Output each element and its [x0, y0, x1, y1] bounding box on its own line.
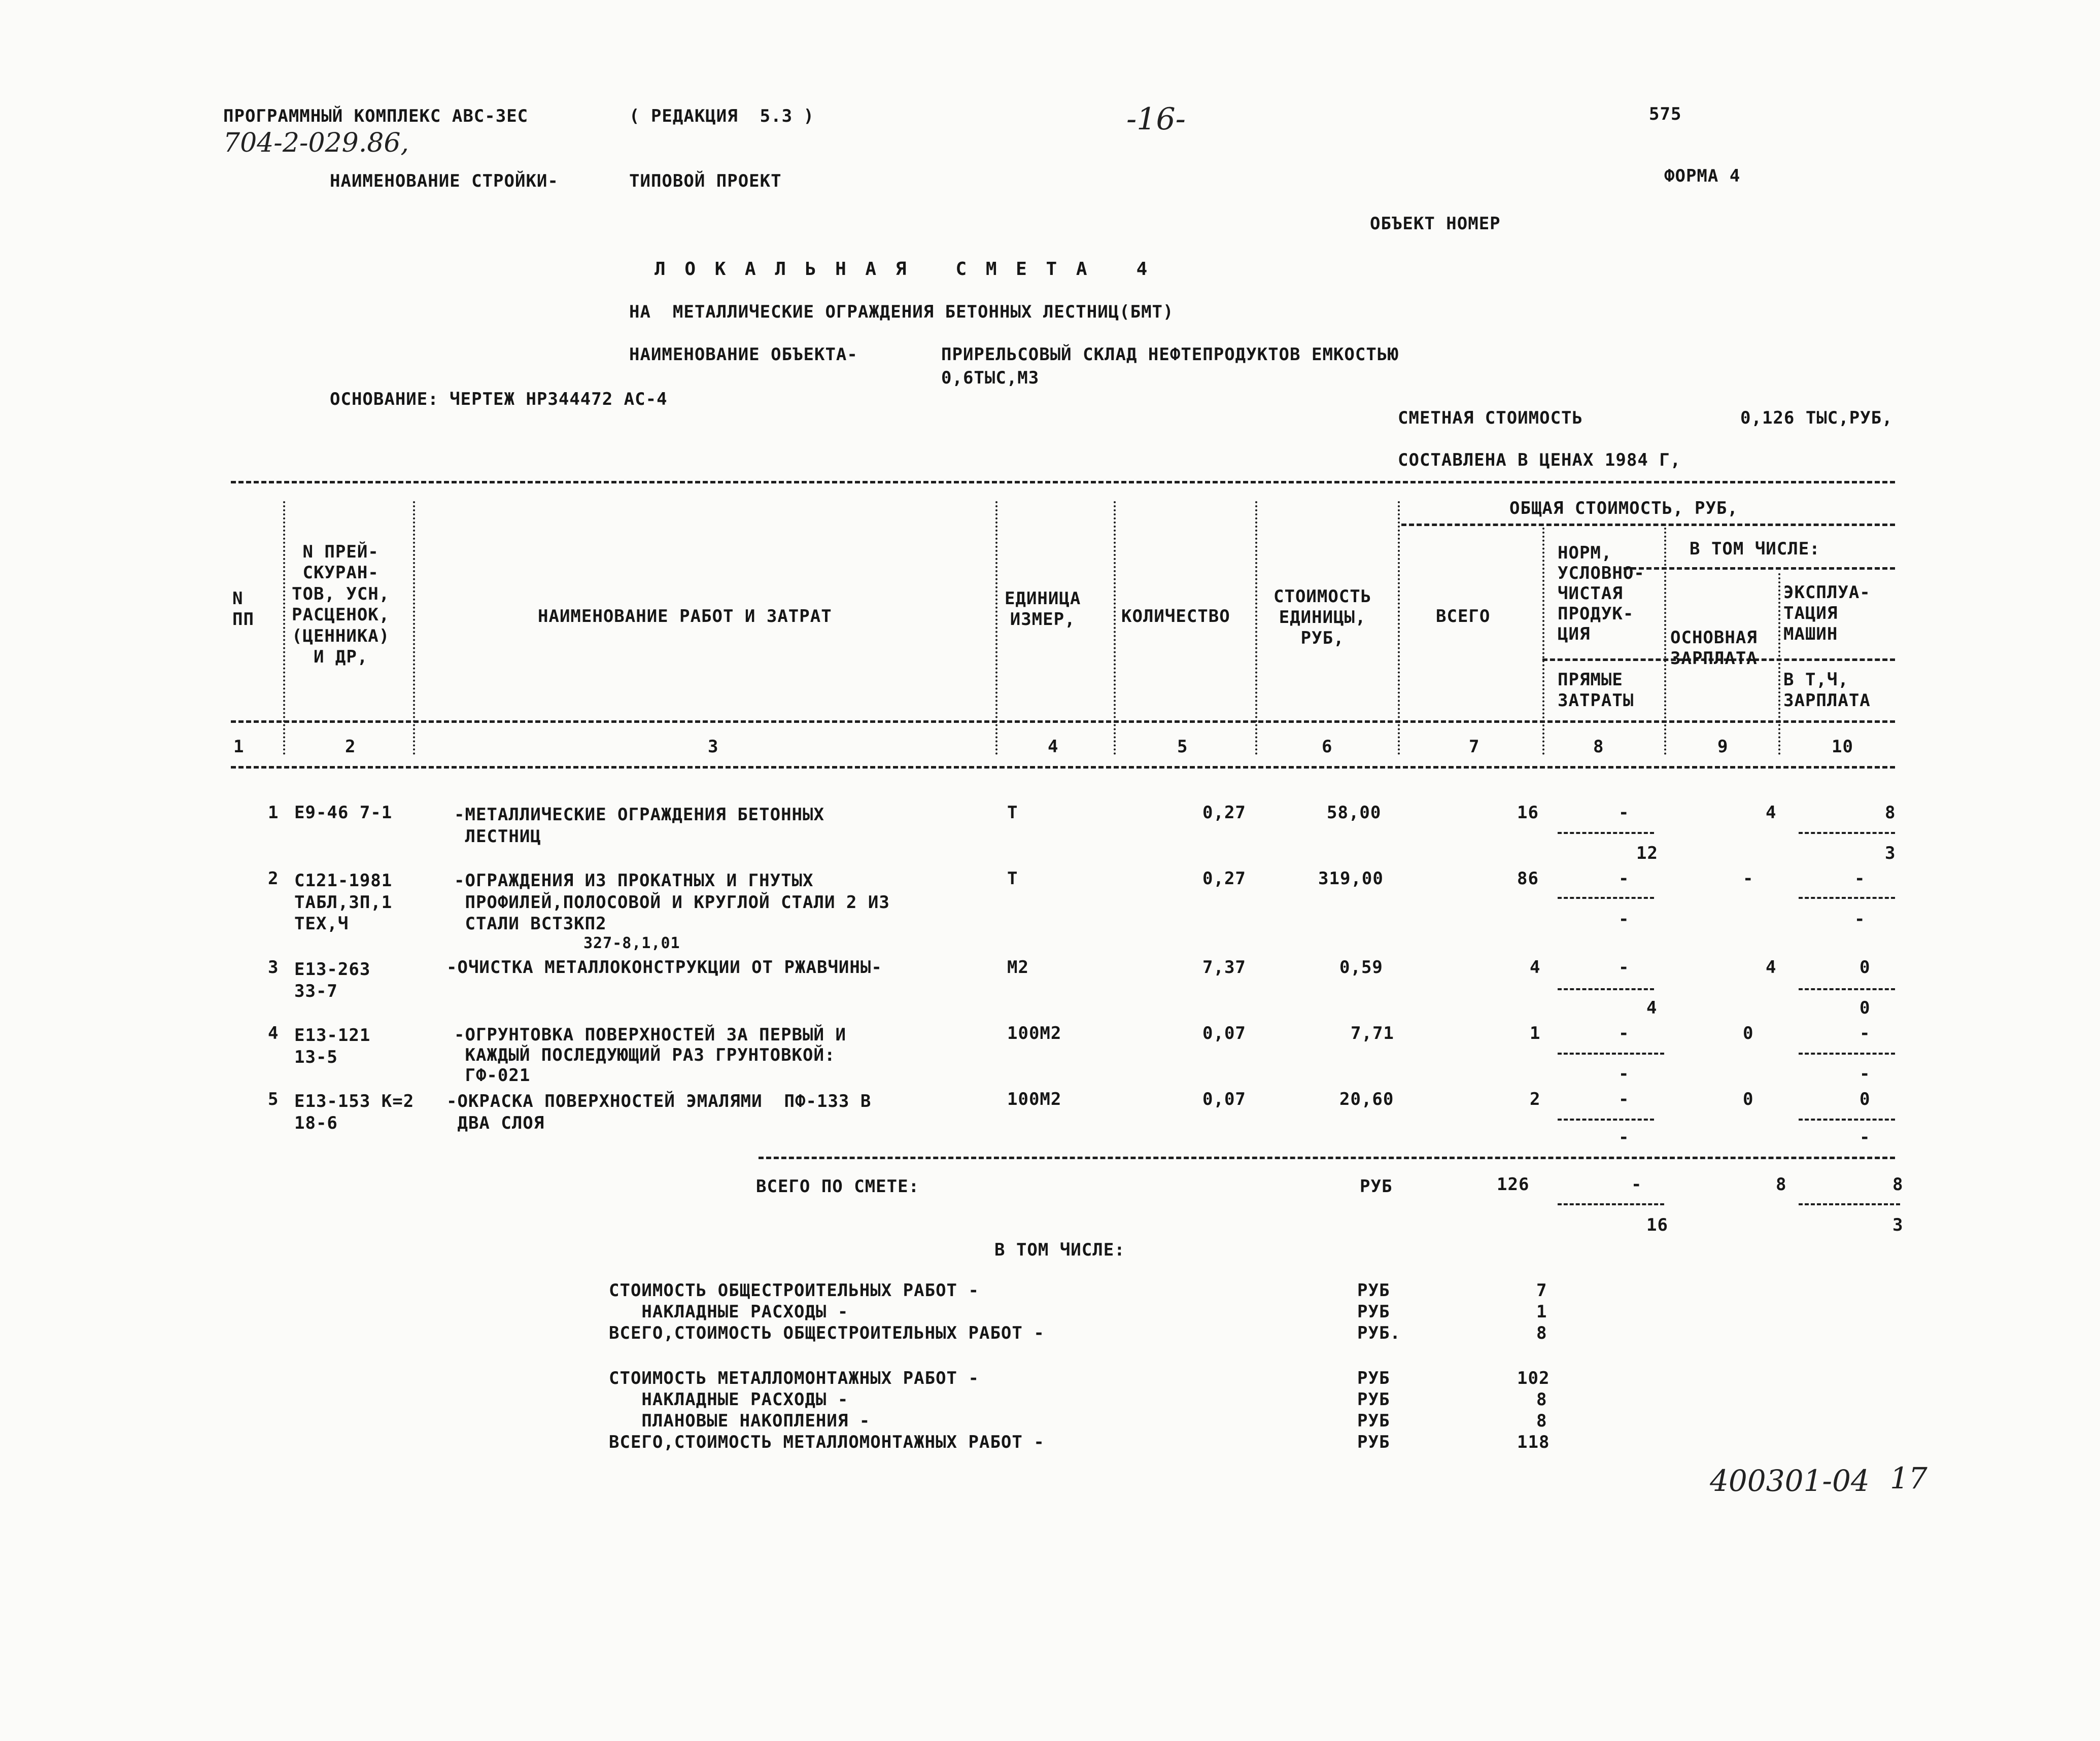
col-header-machines: ЭКСПЛУА- ТАЦИЯ МАШИН [1783, 582, 1871, 644]
row-work-name: -ОГРАЖДЕНИЯ ИЗ ПРОКАТНЫХ И ГНУТЫХ ПРОФИЛЕЙ,ПОЛОСОВОЙ И КРУГЛОЙ СТАЛИ 2 ИЗ СТАЛИ ВСТ3КП2 [454, 871, 890, 934]
col-number: 1 [233, 737, 245, 757]
grand-total-split-rule [1799, 1203, 1900, 1205]
breakdown-value: 8 [1536, 1411, 1547, 1431]
grand-total-split-rule [1558, 1203, 1664, 1205]
row-split-rule [1558, 1053, 1664, 1055]
row-total: 16 [1517, 803, 1539, 823]
breakdown-label: ВСЕГО,СТОИМОСТЬ МЕТАЛЛОМОНТАЖНЫХ РАБОТ - [609, 1432, 1045, 1452]
grand-total-label: ВСЕГО ПО СМЕТЕ: [756, 1176, 920, 1197]
col-header-total-group: ОБЩАЯ СТОИМОСТЬ, РУБ, [1509, 498, 1738, 518]
col-divider-9 [1778, 573, 1780, 755]
object-label: НАИМЕНОВАНИЕ ОБЪЕКТА- [629, 344, 858, 365]
row-total: 4 [1530, 957, 1541, 978]
breakdown-unit: РУБ [1357, 1280, 1390, 1301]
breakdown-unit: РУБ [1357, 1302, 1390, 1322]
col-header-total: ВСЕГО [1436, 606, 1491, 626]
row-quantity: 0,07 [1202, 1023, 1246, 1043]
col-header-quantity: КОЛИЧЕСТВО [1121, 606, 1230, 626]
row-unit: 100М2 [1007, 1023, 1062, 1043]
row-number: 2 [268, 868, 279, 889]
row-note: 327-8,1,01 [583, 934, 680, 952]
row-unit-price: 0,59 [1339, 957, 1383, 978]
page-number: -16- [1126, 101, 1186, 137]
form-number: ФОРМА 4 [1664, 166, 1741, 186]
breakdown-label: СТОИМОСТЬ ОБЩЕСТРОИТЕЛЬНЫХ РАБОТ - [609, 1280, 979, 1301]
breakdown-unit: РУБ [1357, 1432, 1390, 1452]
grand-total-machines: 8 [1892, 1174, 1904, 1195]
breakdown-value: 8 [1536, 1323, 1547, 1343]
col-header-reference: N ПРЕЙ- СКУРАН- ТОВ, УСН, РАСЦЕНОК, (ЦЕННИКА) И ДР, [292, 542, 390, 668]
row-split-rule [1799, 1053, 1895, 1055]
col-number: 5 [1177, 737, 1188, 757]
row-split-rule [1799, 988, 1895, 990]
breakdown-heading: В ТОМ ЧИСЛЕ: [994, 1240, 1125, 1260]
col-number: 4 [1048, 737, 1059, 757]
col-header-machines-salary: В Т,Ч, ЗАРПЛАТА [1783, 670, 1871, 711]
row-unit: Т [1007, 803, 1018, 823]
row-machines-salary: - [1860, 1127, 1871, 1147]
col-divider-3 [995, 501, 997, 755]
object-value-line2: 0,6ТЫС,М3 [941, 368, 1040, 388]
row-quantity: 0,27 [1202, 803, 1246, 823]
row-number: 5 [268, 1089, 279, 1109]
handwritten-page-number: 17 [1890, 1461, 1927, 1495]
estimate-title: Л О К А Л Ь Н А Я С М Е Т А 4 [655, 259, 1152, 280]
breakdown-value: 102 [1517, 1368, 1550, 1388]
total-top-rule [759, 1157, 1895, 1159]
row-unit-price: 58,00 [1327, 803, 1382, 823]
row-machines: - [1854, 868, 1866, 889]
col-divider-5 [1255, 501, 1257, 755]
col-divider-2 [413, 501, 415, 755]
col-number: 9 [1717, 737, 1729, 757]
row-norm-production: - [1619, 1023, 1630, 1043]
row-split-rule [1799, 832, 1895, 834]
sheet-number: 575 [1649, 104, 1682, 124]
col-number: 6 [1322, 737, 1333, 757]
col-header-row-number: N ПП [232, 588, 254, 630]
row-machines-salary: 3 [1885, 843, 1896, 863]
breakdown-label: ВСЕГО,СТОИМОСТЬ ОБЩЕСТРОИТЕЛЬНЫХ РАБОТ - [609, 1323, 1045, 1343]
row-unit-price: 319,00 [1318, 868, 1384, 889]
row-number: 3 [268, 957, 279, 978]
col-number: 7 [1469, 737, 1480, 757]
program-edition: ( РЕДАКЦИЯ 5.3 ) [629, 106, 814, 126]
breakdown-value: 118 [1517, 1432, 1550, 1452]
col-number: 2 [345, 737, 356, 757]
row-norm-production: - [1619, 1089, 1630, 1109]
row-work-name: -ОЧИСТКА МЕТАЛЛОКОНСТРУКЦИИ ОТ РЖАВЧИНЫ- [446, 957, 882, 978]
breakdown-value: 7 [1536, 1280, 1547, 1301]
price-level: СОСТАВЛЕНА В ЦЕНАХ 1984 Г, [1398, 450, 1681, 470]
col-divider-7 [1542, 528, 1544, 755]
handwritten-project-code: 704-2-029.86, [223, 128, 409, 158]
row-machines: 8 [1885, 803, 1896, 823]
row-number: 1 [268, 803, 279, 823]
total-group-rule [1401, 524, 1895, 526]
handwritten-archive-code: 400301-04 [1710, 1464, 1870, 1498]
breakdown-value: 1 [1536, 1302, 1547, 1322]
row-norm-production: - [1619, 957, 1630, 978]
breakdown-unit: РУБ [1357, 1411, 1390, 1431]
row-split-rule [1558, 897, 1654, 899]
estimate-cost-label: СМЕТНАЯ СТОИМОСТЬ [1398, 408, 1583, 428]
row-work-name: -МЕТАЛЛИЧЕСКИЕ ОГРАЖДЕНИЯ БЕТОННЫХ ЛЕСТНИЦ [454, 805, 824, 847]
col-number: 3 [708, 737, 719, 757]
row-split-rule [1558, 1119, 1654, 1121]
row-work-name: -ОКРАСКА ПОВЕРХНОСТЕЙ ЭМАЛЯМИ ПФ-133 В ДВА СЛОЯ [446, 1091, 872, 1133]
row-total: 1 [1530, 1023, 1541, 1043]
col-header-unit-price: СТОИМОСТЬ ЕДИНИЦЫ, РУБ, [1273, 586, 1372, 648]
breakdown-unit: РУБ [1357, 1368, 1390, 1388]
grand-total-direct-costs: 16 [1646, 1215, 1668, 1235]
col-divider-6 [1398, 501, 1400, 755]
grand-total-unit: РУБ [1360, 1176, 1393, 1197]
breakdown-unit: РУБ. [1357, 1323, 1401, 1343]
row-norm-production: - [1619, 803, 1630, 823]
row-direct-costs: 12 [1636, 843, 1658, 863]
breakdown-label: НАКЛАДНЫЕ РАСХОДЫ - [609, 1302, 849, 1322]
numbers-bottom-rule [231, 766, 1895, 769]
row-quantity: 0,07 [1202, 1089, 1246, 1109]
row-total: 86 [1517, 868, 1539, 889]
row-base-salary: 4 [1766, 803, 1777, 823]
col-number: 8 [1593, 737, 1604, 757]
grand-total-norm-production: - [1631, 1174, 1642, 1195]
estimate-subject: НА МЕТАЛЛИЧЕСКИЕ ОГРАЖДЕНИЯ БЕТОННЫХ ЛЕСТНИЦ(БМТ) [629, 302, 1174, 322]
construction-label: НАИМЕНОВАНИЕ СТРОЙКИ- [330, 171, 559, 191]
col-divider-4 [1114, 501, 1116, 755]
grand-total-value: 126 [1497, 1174, 1530, 1195]
row-direct-costs: - [1619, 909, 1630, 929]
row-direct-costs: - [1619, 1064, 1630, 1084]
program-name: ПРОГРАММНЫЙ КОМПЛЕКС АВС-ЗЕС [223, 106, 529, 126]
row-unit: М2 [1007, 957, 1029, 978]
col-header-direct-costs: ПРЯМЫЕ ЗАТРАТЫ [1558, 670, 1634, 711]
row-unit-price: 7,71 [1351, 1023, 1394, 1043]
row-base-salary: 0 [1743, 1023, 1754, 1043]
col-header-base-salary: ОСНОВНАЯ ЗАРПЛАТА [1670, 628, 1758, 669]
col-divider-8 [1664, 528, 1666, 755]
row-base-salary: 0 [1743, 1089, 1754, 1109]
row-direct-costs: - [1619, 1127, 1630, 1147]
row-unit: Т [1007, 868, 1018, 889]
row-split-rule [1799, 1119, 1895, 1121]
row-machines: 0 [1860, 957, 1871, 978]
grand-total-base-salary: 8 [1776, 1174, 1787, 1195]
row-machines-salary: - [1860, 1064, 1871, 1084]
row-quantity: 0,27 [1202, 868, 1246, 889]
table-top-rule [231, 481, 1895, 483]
col-number: 10 [1832, 737, 1853, 757]
row-number: 4 [268, 1023, 279, 1043]
row-machines-salary: 0 [1860, 998, 1871, 1018]
row-direct-costs: 4 [1646, 998, 1658, 1018]
breakdown-label: ПЛАНОВЫЕ НАКОПЛЕНИЯ - [609, 1411, 871, 1431]
construction-value: ТИПОВОЙ ПРОЕКТ [629, 171, 782, 191]
col-header-norm-production: НОРМ, УСЛОВНО- ЧИСТАЯ ПРОДУК- ЦИЯ [1558, 543, 1645, 645]
row-reference: Е13-153 К=2 18-6 [294, 1091, 415, 1133]
row-reference: С121-1981 ТАБЛ,3П,1 ТЕХ,Ч [294, 871, 393, 934]
row-split-rule [1799, 897, 1895, 899]
breakdown-value: 8 [1536, 1389, 1547, 1410]
row-split-rule [1558, 832, 1654, 834]
breakdown-unit: РУБ [1357, 1389, 1390, 1410]
row-unit: 100М2 [1007, 1089, 1062, 1109]
row-machines-salary: - [1854, 909, 1866, 929]
row-reference: Е9-46 7-1 [294, 803, 393, 823]
breakdown-label: НАКЛАДНЫЕ РАСХОДЫ - [609, 1389, 849, 1410]
object-number: ОБЪЕКТ НОМЕР [1370, 214, 1501, 234]
row-unit-price: 20,60 [1339, 1089, 1394, 1109]
row-reference: Е13-121 13-5 [294, 1025, 371, 1067]
grand-total-machines-salary: 3 [1892, 1215, 1904, 1235]
col-header-work-name: НАИМЕНОВАНИЕ РАБОТ И ЗАТРАТ [538, 606, 832, 626]
col-header-unit: ЕДИНИЦА ИЗМЕР, [1005, 588, 1081, 630]
row-work-name: -ОГРУНТОВКА ПОВЕРХНОСТЕЙ ЗА ПЕРВЫЙ И КАЖДЫЙ ПОСЛЕДУЮЩИЙ РАЗ ГРУНТОВКОЙ: ГФ-021 [454, 1025, 846, 1086]
col-header-including: В ТОМ ЧИСЛЕ: [1690, 539, 1820, 559]
row-base-salary: - [1743, 868, 1754, 889]
header-bottom-rule [231, 720, 1895, 723]
row-machines: 0 [1860, 1089, 1871, 1109]
object-value-line1: ПРИРЕЛЬСОВЫЙ СКЛАД НЕФТЕПРОДУКТОВ ЕМКОСТЬЮ [941, 344, 1399, 365]
estimate-cost-value: 0,126 ТЫС,РУБ, [1740, 408, 1893, 428]
breakdown-label: СТОИМОСТЬ МЕТАЛЛОМОНТАЖНЫХ РАБОТ - [609, 1368, 979, 1388]
row-machines: - [1860, 1023, 1871, 1043]
row-reference: Е13-263 33-7 [294, 959, 371, 1001]
col-divider-1 [283, 501, 285, 755]
row-quantity: 7,37 [1202, 957, 1246, 978]
row-total: 2 [1530, 1089, 1541, 1109]
estimate-basis: ОСНОВАНИЕ: ЧЕРТЕЖ НР344472 АС-4 [330, 389, 668, 409]
row-norm-production: - [1619, 868, 1630, 889]
row-base-salary: 4 [1766, 957, 1777, 978]
row-split-rule [1558, 988, 1654, 990]
